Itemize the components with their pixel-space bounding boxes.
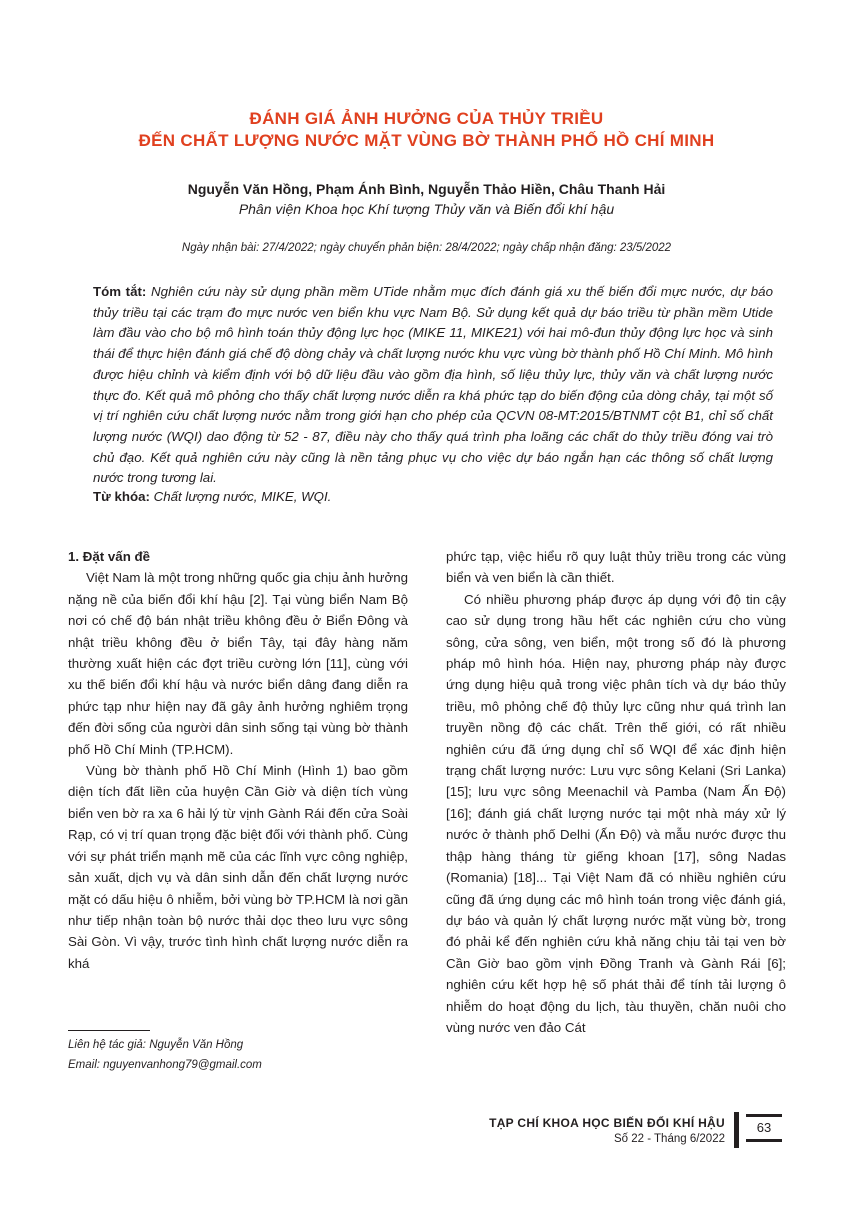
page-number: 63 bbox=[756, 1120, 772, 1135]
paragraph-3: Có nhiều phương pháp được áp dụng với độ tin cậy cao sử dụng trong hầu hết các nghiên cứu cho vùng sông, cửa sông, ven biển, một trong số đó là phương pháp mô hình hóa. Hiện nay, phương pháp này được ứng dụng hiệu quả trong việc phân tích và dự báo thủy triều, mô phỏng chế độ thủy lực cũng như quá trình lan truyền nồng độ các chất. Trên thế giới, có rất nhiều nghiên cứu đã ứng dụng chỉ số WQI để xác định hiện trạng chất lượng nước: Lưu vực sông Kelani (Sri Lanka) [15]; lưu vực sông Meenachil và Pamba (Nam Ấn Độ) [16]; đánh giá chất lượng nước tại một nhà máy xử lý nước ở thành phố Delhi (Ấn Độ) và mẫu nước được thu thập hàng tháng từ giếng khoan [17], sông Nadas (Romania) [18]... Tại Việt Nam đã có nhiều nghiên cứu cũng đã ứng dụng các mô hình toán trong việc đánh giá, dự báo và quản lý chất lượng nước mặt vùng bờ, trong đó phải kể đến nghiên cứu khả năng chịu tải tại ven bờ Cần Giờ bao gồm vịnh Đồng Tranh và Gành Rái [6]; nghiên cứu kết hợp hệ số phát thải để tính tải lượng ô nhiễm do hoạt động du lịch, tàu thuyền, chăn nuôi cho vùng nước ven đảo Cát bbox=[446, 591, 786, 1035]
journal-issue: Số 22 - Tháng 6/2022 bbox=[613, 1133, 725, 1145]
footnote-divider bbox=[68, 1030, 150, 1031]
submission-dates: Ngày nhận bài: 27/4/2022; ngày chuyển phản biện: 28/4/2022; ngày chấp nhận đăng: 23/5/2022 bbox=[181, 242, 672, 254]
paragraph-2-continued: phức tạp, việc hiểu rõ quy luật thủy triều trong các vùng biển và ven biển là cần thiết. bbox=[446, 549, 786, 586]
paragraph-1: Việt Nam là một trong những quốc gia chịu ảnh hưởng nặng nề của biến đổi khí hậu [2]. Tại vùng biển Nam Bộ nơi có chế độ bán nhật triều không đều ở Biển Đông và nhật triều không đều ở biển Tây, tại đây hàng năm thường xuất hiện các đợt triều cường lớn [11], cùng với xu thế biến đổi khí hậu và nước biển dâng đang diễn ra phức tạp như hiện nay đã gây ảnh hưởng nghiêm trọng đến đời sống của người dân sinh sống tại vùng bờ thành phố Hồ Chí Minh (TP.HCM). bbox=[68, 570, 408, 757]
page-number-bottom-rule bbox=[746, 1139, 782, 1142]
keywords-label: Từ khóa: bbox=[93, 489, 150, 504]
footnote-contact: Liên hệ tác giả: Nguyễn Văn Hồng bbox=[68, 1039, 244, 1051]
abstract-text: Nghiên cứu này sử dụng phần mềm UTide nhằm mục đích đánh giá xu thế biến đổi mực nước, dự báo thủy triều tại các trạm đo mực nước ven biển khu vực Nam Bộ. Sử dụng kết quả dự báo triều từ phần mềm Utide làm đầu vào cho bộ mô hình toán thủy động lực học (MIKE 11, MIKE21) với hai mô-đun thủy động lực học và sinh thái để thực hiện đánh giá chế độ dòng chảy và chất lượng nước khu vực vùng bờ thành phố Hồ Chí Minh. Mô hình được hiệu chỉnh và kiểm định với bộ dữ liệu đầu vào gồm địa hình, số liệu thủy lực, thủy văn và chất lượng nước thực đo. Kết quả mô phỏng cho thấy chất lượng nước diễn ra khá phức tạp do biến động của dòng chảy, tại một số vị trí nghiên cứu chất lượng nước nằm trong giới hạn cho phép của QCVN 08-MT:2015/BTNMT cột B1, chỉ số chất lượng nước (WQI) dao động từ 52 - 87, điều này cho thấy quá trình pha loãng các chất do thủy triều đóng vai trò chủ đạo. Kết quả nghiên cứu này cũng là nền tảng phục vụ cho việc dự báo ngắn hạn các thông số chất lượng nước trong tương lai. bbox=[93, 284, 773, 486]
affiliation: Phân viện Khoa học Khí tượng Thủy văn và Biến đổi khí hậu bbox=[238, 201, 615, 217]
title-line-2: ĐẾN CHẤT LƯỢNG NƯỚC MẶT VÙNG BỜ THÀNH PHỐ HỒ CHÍ MINH bbox=[138, 131, 715, 150]
abstract bbox=[93, 282, 773, 489]
page-number-box bbox=[746, 1114, 782, 1144]
title-line-1: ĐÁNH GIÁ ẢNH HƯỞNG CỦA THỦY TRIỀU bbox=[249, 109, 604, 128]
article-title bbox=[60, 108, 793, 152]
footer-divider-bar bbox=[734, 1112, 739, 1148]
author-list: Nguyễn Văn Hồng, Phạm Ánh Bình, Nguyễn Thảo Hiền, Châu Thanh Hải bbox=[187, 181, 666, 197]
abstract-label: Tóm tắt: bbox=[93, 284, 147, 299]
footnote-email: Email: nguyenvanhong79@gmail.com bbox=[68, 1059, 262, 1071]
journal-footer bbox=[489, 1116, 725, 1145]
keywords-text: Chất lượng nước, MIKE, WQI. bbox=[149, 489, 332, 504]
column-right bbox=[446, 546, 786, 1038]
paragraph-2: Vùng bờ thành phố Hồ Chí Minh (Hình 1) bao gồm diện tích đất liền của huyện Cần Giờ và diện tích vùng biển ven bờ ra xa 6 hải lý từ vịnh Gành Rái đến cửa Soài Rạp, có vị trí quan trọng đặc biệt đối với thành phố. Cùng với sự phát triển mạnh mẽ của các lĩnh vực công nghiệp, sản xuất, dịch vụ và dân sinh dẫn đến chất lượng nước mặt có dấu hiệu ô nhiễm, bởi vùng bờ TP.HCM là nơi gần như tiếp nhận toàn bộ nước thải dọc theo lưu vực sông Sài Gòn. Vì vậy, trước tình hình chất lượng nước diễn ra khá bbox=[68, 763, 408, 971]
keywords bbox=[93, 487, 773, 507]
column-left bbox=[68, 546, 408, 974]
journal-name: TẠP CHÍ KHOA HỌC BIẾN ĐỔI KHÍ HẬU bbox=[489, 1116, 725, 1130]
section-heading: 1. Đặt vấn đề bbox=[68, 549, 151, 564]
